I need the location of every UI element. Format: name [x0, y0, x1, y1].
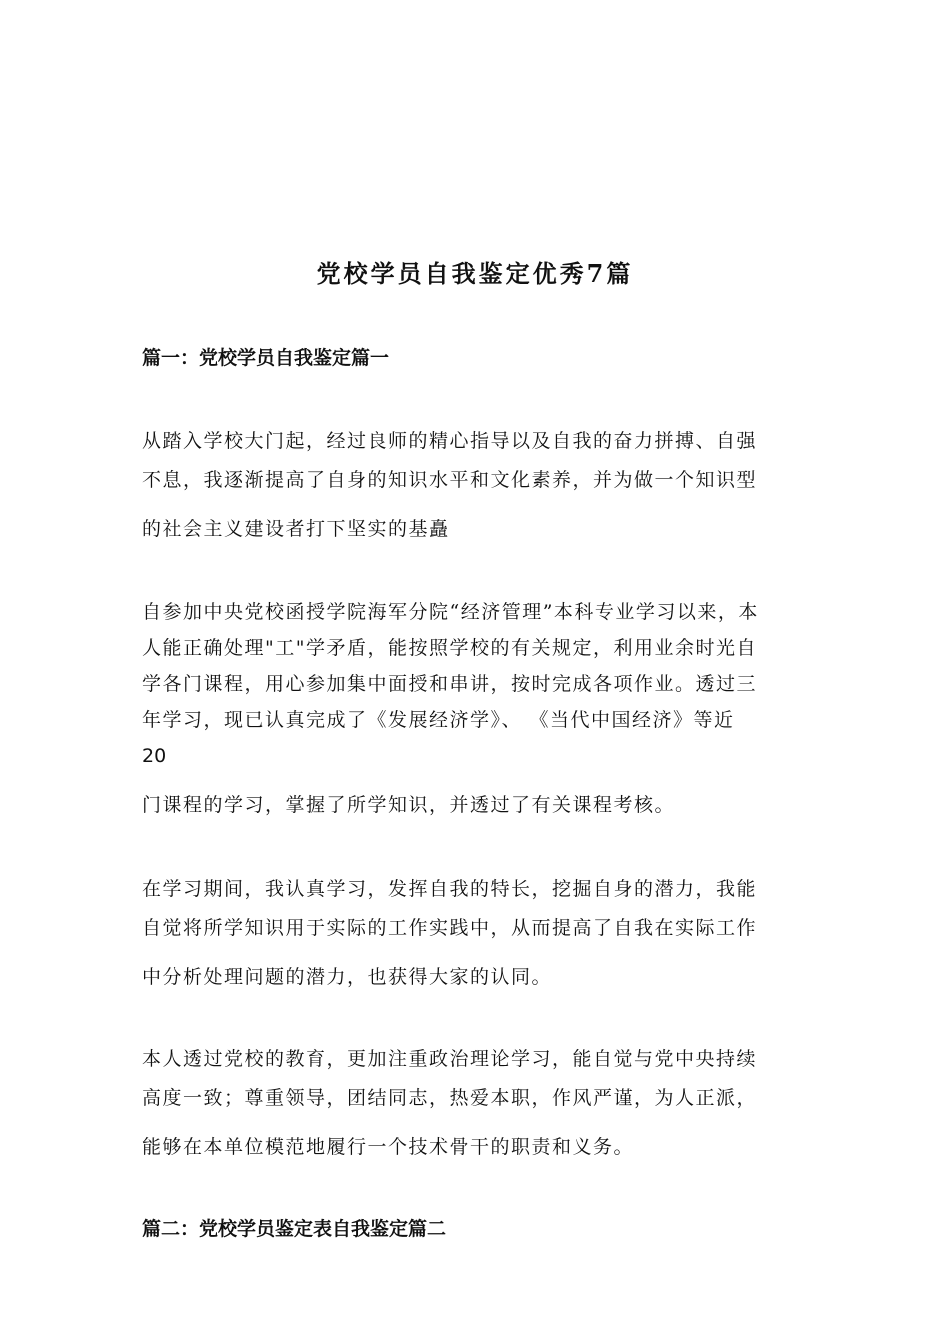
paragraph-1-line-2: 不息，我逐渐提高了自身的知识水平和文化素养，并为做一个知识型 — [142, 469, 758, 491]
paragraph-2-line-1: 自参加中央党校函授学院海军分院“经济管理”本科专业学习以来，本 — [142, 601, 759, 623]
paragraph-2-line-3: 学各门课程，用心参加集中面授和串讲，按时完成各项作业。透过三 — [142, 673, 758, 695]
paragraph-3-line-2: 自觉将所学知识用于实际的工作实践中，从而提高了自我在实际工作 — [142, 917, 758, 939]
paragraph-2-line-2: 人能正确处理"工"学矛盾，能按照学校的有关规定，利用业余时光自 — [142, 637, 757, 659]
paragraph-2-line-5: 20 — [142, 745, 167, 767]
paragraph-4-line-2: 高度一致；尊重领导，团结同志，热爱本职，作风严谨，为人正派， — [142, 1087, 758, 1109]
section-heading-2: 篇二：党校学员鉴定表自我鉴定篇二 — [142, 1218, 447, 1240]
paragraph-1-line-1: 从踏入学校大门起，经过良师的精心指导以及自我的奋力拼搏、自强 — [142, 430, 758, 452]
paragraph-2-line-6: 门课程的学习，掌握了所学知识，并透过了有关课程考核。 — [142, 794, 676, 816]
paragraph-3-line-1: 在学习期间，我认真学习，发挥自我的特长，挖掘自身的潜力，我能 — [142, 878, 758, 900]
section-heading-1: 篇一：党校学员自我鉴定篇一 — [142, 347, 390, 369]
paragraph-3-line-3: 中分析处理问题的潜力，也获得大家的认同。 — [142, 966, 553, 988]
paragraph-4-line-1: 本人透过党校的教育，更加注重政治理论学习，能自觉与党中央持续 — [142, 1048, 758, 1070]
paragraph-1-line-3: 的社会主义建设者打下坚实的基矗 — [142, 518, 450, 540]
document-title: 党校学员自我鉴定优秀7篇 — [316, 259, 634, 288]
paragraph-4-line-3: 能够在本单位模范地履行一个技术骨干的职责和义务。 — [142, 1136, 635, 1158]
paragraph-2-line-4: 年学习，现已认真完成了《发展经济学》、 《当代中国经济》等近 — [142, 709, 735, 731]
